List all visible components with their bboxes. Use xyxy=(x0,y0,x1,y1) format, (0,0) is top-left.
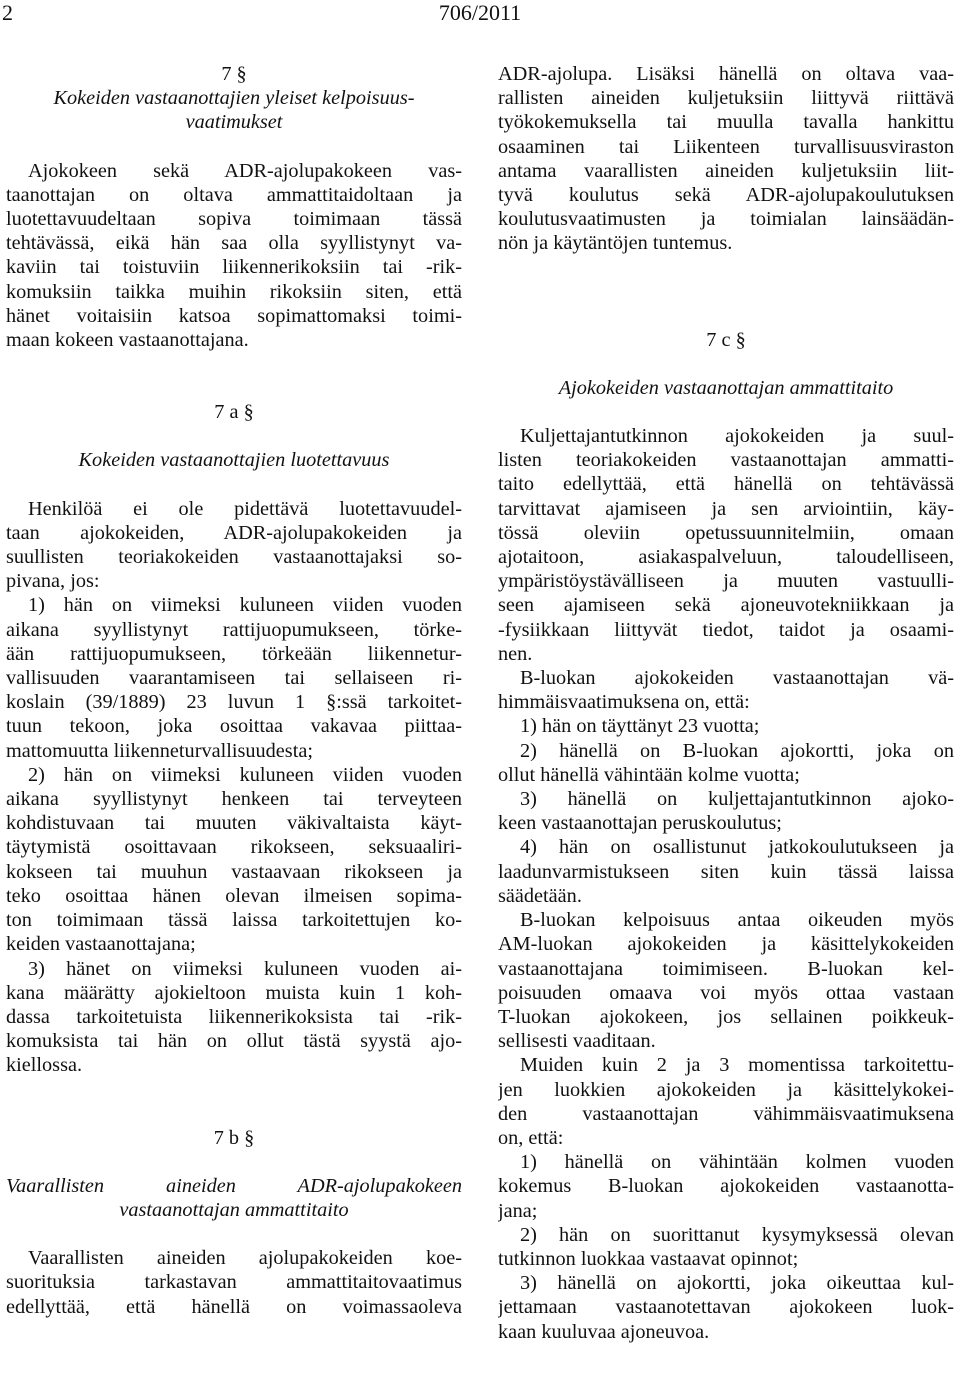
text-line: keiden vastaanottajana; xyxy=(6,933,196,956)
text-line: keen vastaanottajan peruskoulutus; xyxy=(498,812,782,835)
text-line: aikana syyllistynyt henkeen tai terveyteen xyxy=(6,788,462,811)
text-line: komuksiin taikka muihin rikoksiin siten, että xyxy=(6,280,462,303)
text-line: 1) hän on täyttänyt 23 vuotta; xyxy=(520,715,760,738)
text-line: listen teoriakokeiden vastaanottajan ammatti- xyxy=(498,449,954,472)
text-line: 1) hänellä on vähintään kolmen vuoden xyxy=(520,1151,954,1174)
section-heading-7c: 7 c § xyxy=(706,328,746,351)
text-line: maan kokeen vastaanottajana. xyxy=(6,329,249,352)
text-line: säädetään. xyxy=(498,884,582,907)
text-line: taan ajokokeiden, ADR-ajolupakokeiden ja xyxy=(6,521,462,544)
text-line: T-luokan ajokokeen, jos sellainen poikkeuk- xyxy=(498,1005,954,1028)
text-line: ton toimimaan tässä laissa tarkoitettujen ko- xyxy=(6,909,462,932)
text-line: 3) hänellä on ajokortti, joka oikeuttaa kul- xyxy=(520,1272,954,1295)
text-line: on, että: xyxy=(498,1126,564,1149)
text-line: kokseen tai muuhun vastaavaan rikokseen ja xyxy=(6,860,462,883)
text-line: jana; xyxy=(498,1199,538,1222)
text-line: hänet voitaisiin katsoa sopimattomaksi toimi- xyxy=(6,304,462,327)
text-line: rallisten aineiden kuljetuksiin liittyvä riittävä xyxy=(498,87,954,110)
text-line: koslain (39/1889) 23 luvun 1 §:ssä tarkoitet- xyxy=(6,691,462,714)
text-line: Ajokokeen sekä ADR-ajolupakokeen vas- xyxy=(28,159,462,182)
section-title-7a: Kokeiden vastaanottajien luotettavuus xyxy=(78,449,390,472)
text-line: tutkinnon luokkaa vastaavat opinnot; xyxy=(498,1247,799,1270)
text-line: tössä oleviin opetussuunnitelmiin, omaan xyxy=(498,521,954,544)
text-line: antama vaarallisten aineiden kuljetuksiin liit- xyxy=(498,159,954,182)
text-line: 3) hänet on viimeksi kuluneen vuoden ai- xyxy=(28,957,462,980)
text-line: nön ja käytäntöjen tuntemus. xyxy=(498,232,733,255)
text-line: B-luokan kelpoisuus antaa oikeuden myös xyxy=(520,909,954,932)
text-line: tarvittavat ajamiseen ja sen arviointiin, käy- xyxy=(498,497,954,520)
text-line: Henkilöä ei ole pidettävä luotettavuudel- xyxy=(28,497,462,520)
text-line: kiellossa. xyxy=(6,1054,83,1077)
text-line: ajotaitoon, asiakaspalveluun, taloudelliseen, xyxy=(498,546,954,569)
text-line: AM-luokan ajokokeiden ja käsittelykokeiden xyxy=(498,933,954,956)
text-line: B-luokan ajokokeiden vastaanottajan vä- xyxy=(520,667,954,690)
section-title-7b-line: vastaanottajan ammattitaito xyxy=(119,1198,349,1221)
section-heading-7: 7 § xyxy=(221,63,247,85)
text-line: tehtävässä, eikä hän saa olla syyllistynyt va- xyxy=(6,232,462,255)
page-number: 2 xyxy=(2,0,13,25)
text-line: taanottajan on oltava ammattitaidoltaan ja xyxy=(6,183,462,206)
right-column xyxy=(498,62,954,1344)
text-line: dassa tarkoitetuista liikennerikoksista tai -rik- xyxy=(6,1005,462,1028)
text-line: seen ajamiseen sekä ajoneuvotekniikkaan ja xyxy=(498,594,954,617)
text-line: laadunvarmistukseen siten kuin tässä laissa xyxy=(498,860,954,883)
text-line: ympäristöystävälliseen ja muuten vastuulli- xyxy=(498,570,954,593)
text-line: himmäisvaatimuksena on, että: xyxy=(498,691,750,714)
text-line: Vaarallisten aineiden ajolupakokeiden koe- xyxy=(28,1247,462,1270)
text-line: suullisten teoriakokeiden vastaanottajaksi so- xyxy=(6,546,462,569)
text-line: tuun tekoon, joka osoittaa vakavaa piittaa- xyxy=(6,715,462,738)
text-line: 1) hän on viimeksi kuluneen viiden vuoden xyxy=(28,594,462,617)
section-title-7-line: Kokeiden vastaanottajien yleiset kelpoisuus- xyxy=(53,87,415,110)
text-line: Muiden kuin 2 ja 3 momentissa tarkoitettu- xyxy=(520,1054,954,1077)
page-header xyxy=(0,0,960,26)
text-line: koulutusvaatimusten ja toimialan lainsäädän- xyxy=(498,208,954,231)
section-heading-7a: 7 a § xyxy=(214,401,254,424)
text-line: ään rattijuopumukseen, törkeään liikennetur- xyxy=(6,642,462,665)
text-line: edellyttää, että hänellä on voimassaoleva xyxy=(6,1295,462,1318)
text-line: aikana syyllistynyt rattijuopumukseen, törke- xyxy=(6,618,462,641)
text-line: ollut hänellä vähintään kolme vuotta; xyxy=(498,763,800,786)
text-line: kokemus B-luokan ajokokeiden vastaanotta- xyxy=(498,1175,954,1198)
text-line: työkokemuksella tai muulla tavalla hankittu xyxy=(498,111,954,134)
text-line: ADR-ajolupa. Lisäksi hänellä on oltava vaa- xyxy=(498,63,954,85)
text-line: 4) hän on osallistunut jatkokoulutukseen ja xyxy=(520,836,954,859)
section-title-7-line: vaatimukset xyxy=(185,111,283,134)
text-line: mattomuutta liikenneturvallisuudesta; xyxy=(6,739,313,762)
text-line: 2) hän on suorittanut kysymyksessä olevan xyxy=(520,1223,954,1246)
text-line: nen. xyxy=(498,642,533,665)
text-line: sellisesti vaaditaan. xyxy=(498,1030,656,1053)
section-heading-7b: 7 b § xyxy=(213,1126,255,1149)
text-line: taito edellyttää, että hänellä on tehtävässä xyxy=(498,473,954,496)
section-title-7b-line: Vaarallisten aineiden ADR-ajolupakokeen xyxy=(6,1174,462,1197)
text-line: vallisuuden vaarantamiseen tai sellaiseen ri- xyxy=(6,667,462,690)
text-line: pivana, jos: xyxy=(6,570,100,593)
section-title-7c: Ajokokeiden vastaanottajan ammattitaito xyxy=(558,376,894,399)
text-line: tyvä koulutus sekä ADR-ajolupakoulutuksen xyxy=(498,184,954,207)
left-column xyxy=(6,62,462,1319)
text-line: suorituksia tarkastavan ammattitaitovaatimus xyxy=(6,1271,462,1294)
text-line: luotettavuudeltaan sopiva toimimaan tässä xyxy=(6,208,462,231)
text-line: 3) hänellä on kuljettajantutkinnon ajoko- xyxy=(520,788,954,811)
text-line: teko osoittaa hänen olevan ilmeisen sopima- xyxy=(6,884,462,907)
text-line: poisuuden omaava voi myös ottaa vastaan xyxy=(498,981,954,1004)
text-line: komuksista tai hän on ollut tästä syystä ajo- xyxy=(6,1030,462,1053)
text-line: vastaanottajana toimimiseen. B-luokan kel- xyxy=(498,957,954,980)
text-line: 2) hän on viimeksi kuluneen viiden vuoden xyxy=(28,763,462,786)
text-line: Kuljettajantutkinnon ajokokeiden ja suul- xyxy=(520,425,954,448)
text-line: kana määrätty ajokieltoon muista kuin 1 koh- xyxy=(6,981,462,1004)
text-line: 2) hänellä on B-luokan ajokortti, joka on xyxy=(520,739,954,762)
text-line: kohdistuvaan tai muuten väkivaltaista käyt- xyxy=(6,812,462,835)
text-line: den vastaanottajan vähimmäisvaatimuksena xyxy=(498,1102,954,1125)
text-line: jettamaan vastaanotettavan ajokokeen luok- xyxy=(498,1296,954,1319)
text-line: -fysiikkaan liittyvät tiedot, taidot ja osaami- xyxy=(498,618,954,641)
text-line: kaviin tai toistuviin liikennerikoksiin tai -rik- xyxy=(6,256,462,279)
text-line: osaaminen tai Liikenteen turvallisuusviraston xyxy=(498,135,954,158)
text-line: täytymistä osoittavaan rikokseen, seksuaaliri- xyxy=(6,836,462,859)
text-line: jen luokkien ajokokeiden ja käsittelykokei- xyxy=(498,1078,954,1101)
statute-reference: 706/2011 xyxy=(438,0,522,25)
text-line: kaan kuuluvaa ajoneuvoa. xyxy=(498,1320,710,1343)
